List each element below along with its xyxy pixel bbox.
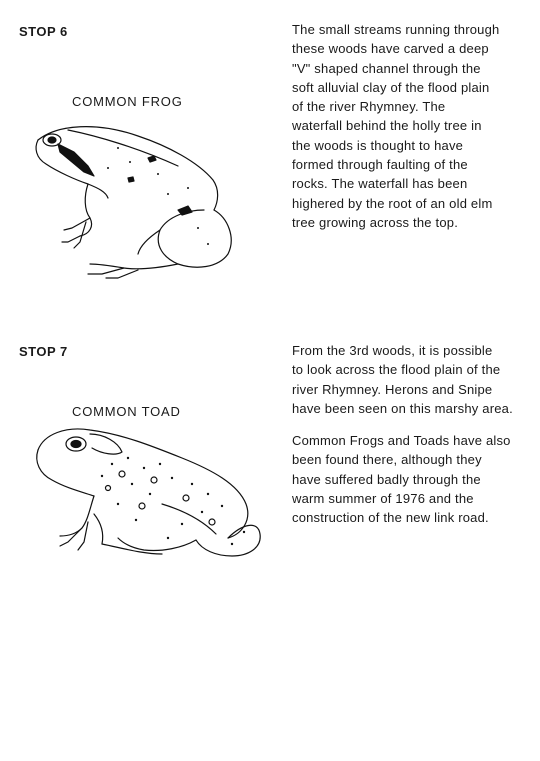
toad-caption: COMMON TOAD — [72, 404, 181, 419]
toad-illustration-icon — [32, 424, 264, 560]
stop-6-heading: STOP 6 — [19, 24, 68, 39]
frog-caption: COMMON FROG — [72, 94, 183, 109]
stop-7-heading: STOP 7 — [19, 344, 68, 359]
stop-7-description-1: From the 3rd woods, it is possible to look across the flood plain of the river Rhymney. Herons and Snipe have been seen on this marshy area. — [292, 343, 513, 416]
frog-illustration-icon — [28, 118, 248, 278]
stop-6-description: The small streams running through these woods have carved a deep "V" shaped channel through the soft alluvial clay of the flood plain of the river Rhymney. The waterfall behind the holly tree in the woods is thought to have formed through faulting of the rocks. The waterfall has been highered by the root of an old elm tree growing across the top. — [292, 22, 500, 230]
stop-7-description-2: Common Frogs and Toads have also been found there, although they have suffered badly through the warm summer of 1976 and the construction of the new link road. — [292, 433, 511, 526]
